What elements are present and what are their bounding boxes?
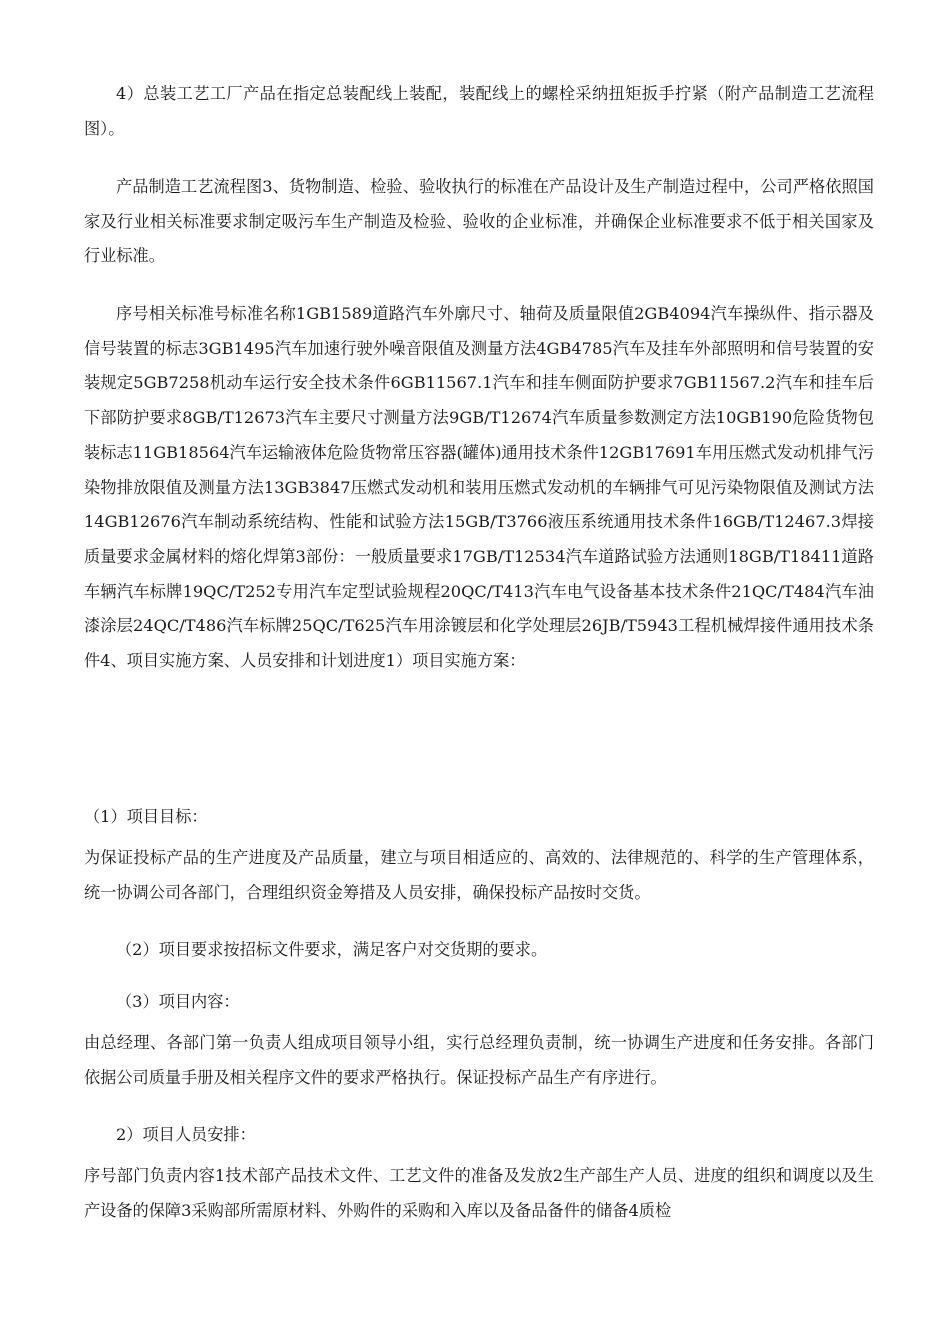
paragraph-staffing-table: 序号部门负责内容1技术部产品技术文件、工艺文件的准备及发放2生产部生产人员、进度的组织和调度以及生产设备的保障3采购部所需原材料、外购件的采购和入库以及备品备件的储备4质检 (84, 1166, 874, 1220)
paragraph-final-assembly: 4）总装工艺工厂产品在指定总装配线上装配，装配线上的螺栓采纳扭矩扳手拧紧（附产品制造工艺流程图）。 (84, 84, 874, 138)
paragraph-staffing-heading: 2）项目人员安排： (116, 1125, 256, 1144)
paragraph-project-content: 由总经理、各部门第一负责人组成项目领导小组，实行总经理负责制，统一协调生产进度和任务安排。各部门依据公司质量手册及相关程序文件的要求严格执行。保证投标产品生产有序进行。 (84, 1033, 874, 1087)
paragraph-project-goal: 为保证投标产品的生产进度及产品质量，建立与项目相适应的、高效的、法律规范的、科学的生产管理体系，统一协调公司各部门，合理组织资金筹措及人员安排，确保投标产品按时交货。 (84, 848, 874, 902)
paragraph-project-requirement: （2）项目要求按招标文件要求，满足客户对交货期的要求。 (116, 940, 548, 959)
paragraph-project-goal-heading: （1）项目目标： (84, 807, 208, 826)
paragraph-standards-list: 序号相关标准号标准名称1GB1589道路汽车外廓尺寸、轴荷及质量限值2GB4094汽车操纵件、指示器及信号装置的标志3GB1495汽车加速行驶外噪音限值及测量方法4GB4785汽车及挂车外部照明和信号装置的安装规定5GB7258机动车运行安全技术条件6GB11567.1汽车和挂车侧面防护要求7GB11567.2汽车和挂车后下部防护要求8GB/T12673汽车主要尺寸测量方法9GB/T12674汽车质量参数测定方法10GB190危险货物包装标志11GB18564汽车运输液体危险货物常压容器(罐体)通用技术条件12GB17691车用压燃式发动机排气污染物排放限值及测量方法13GB3847压燃式发动机和装用压燃式发动机的车辆排气可见污染物限值及测试方法14GB12676汽车制动系统结构、性能和试验方法15GB/T3766液压系统通用技术条件16GB/T12467.3焊接质量要求金属材料的熔化焊第3部份：一般质量要求17GB/T12534汽车道路试验方法通则18GB/T18411道路车辆汽车标牌19QC/T252专用汽车定型试验规程20QC/T413汽车电气设备基本技术条件21QC/T484汽车油漆涂层24QC/T486汽车标牌25QC/T625汽车用涂镀层和化学处理层26JB/T5943工程机械焊接件通用技术条件4、项目实施方案、人员安排和计划进度1）项目实施方案： (84, 304, 874, 671)
paragraph-manufacturing-standards: 产品制造工艺流程图3、货物制造、检验、验收执行的标准在产品设计及生产制造过程中，公司严格依照国家及行业相关标准要求制定吸污车生产制造及检验、验收的企业标准，并确保企业标准要求不低于相关国家及行业标准。 (84, 177, 874, 266)
paragraph-project-content-heading: （3）项目内容： (116, 992, 240, 1011)
